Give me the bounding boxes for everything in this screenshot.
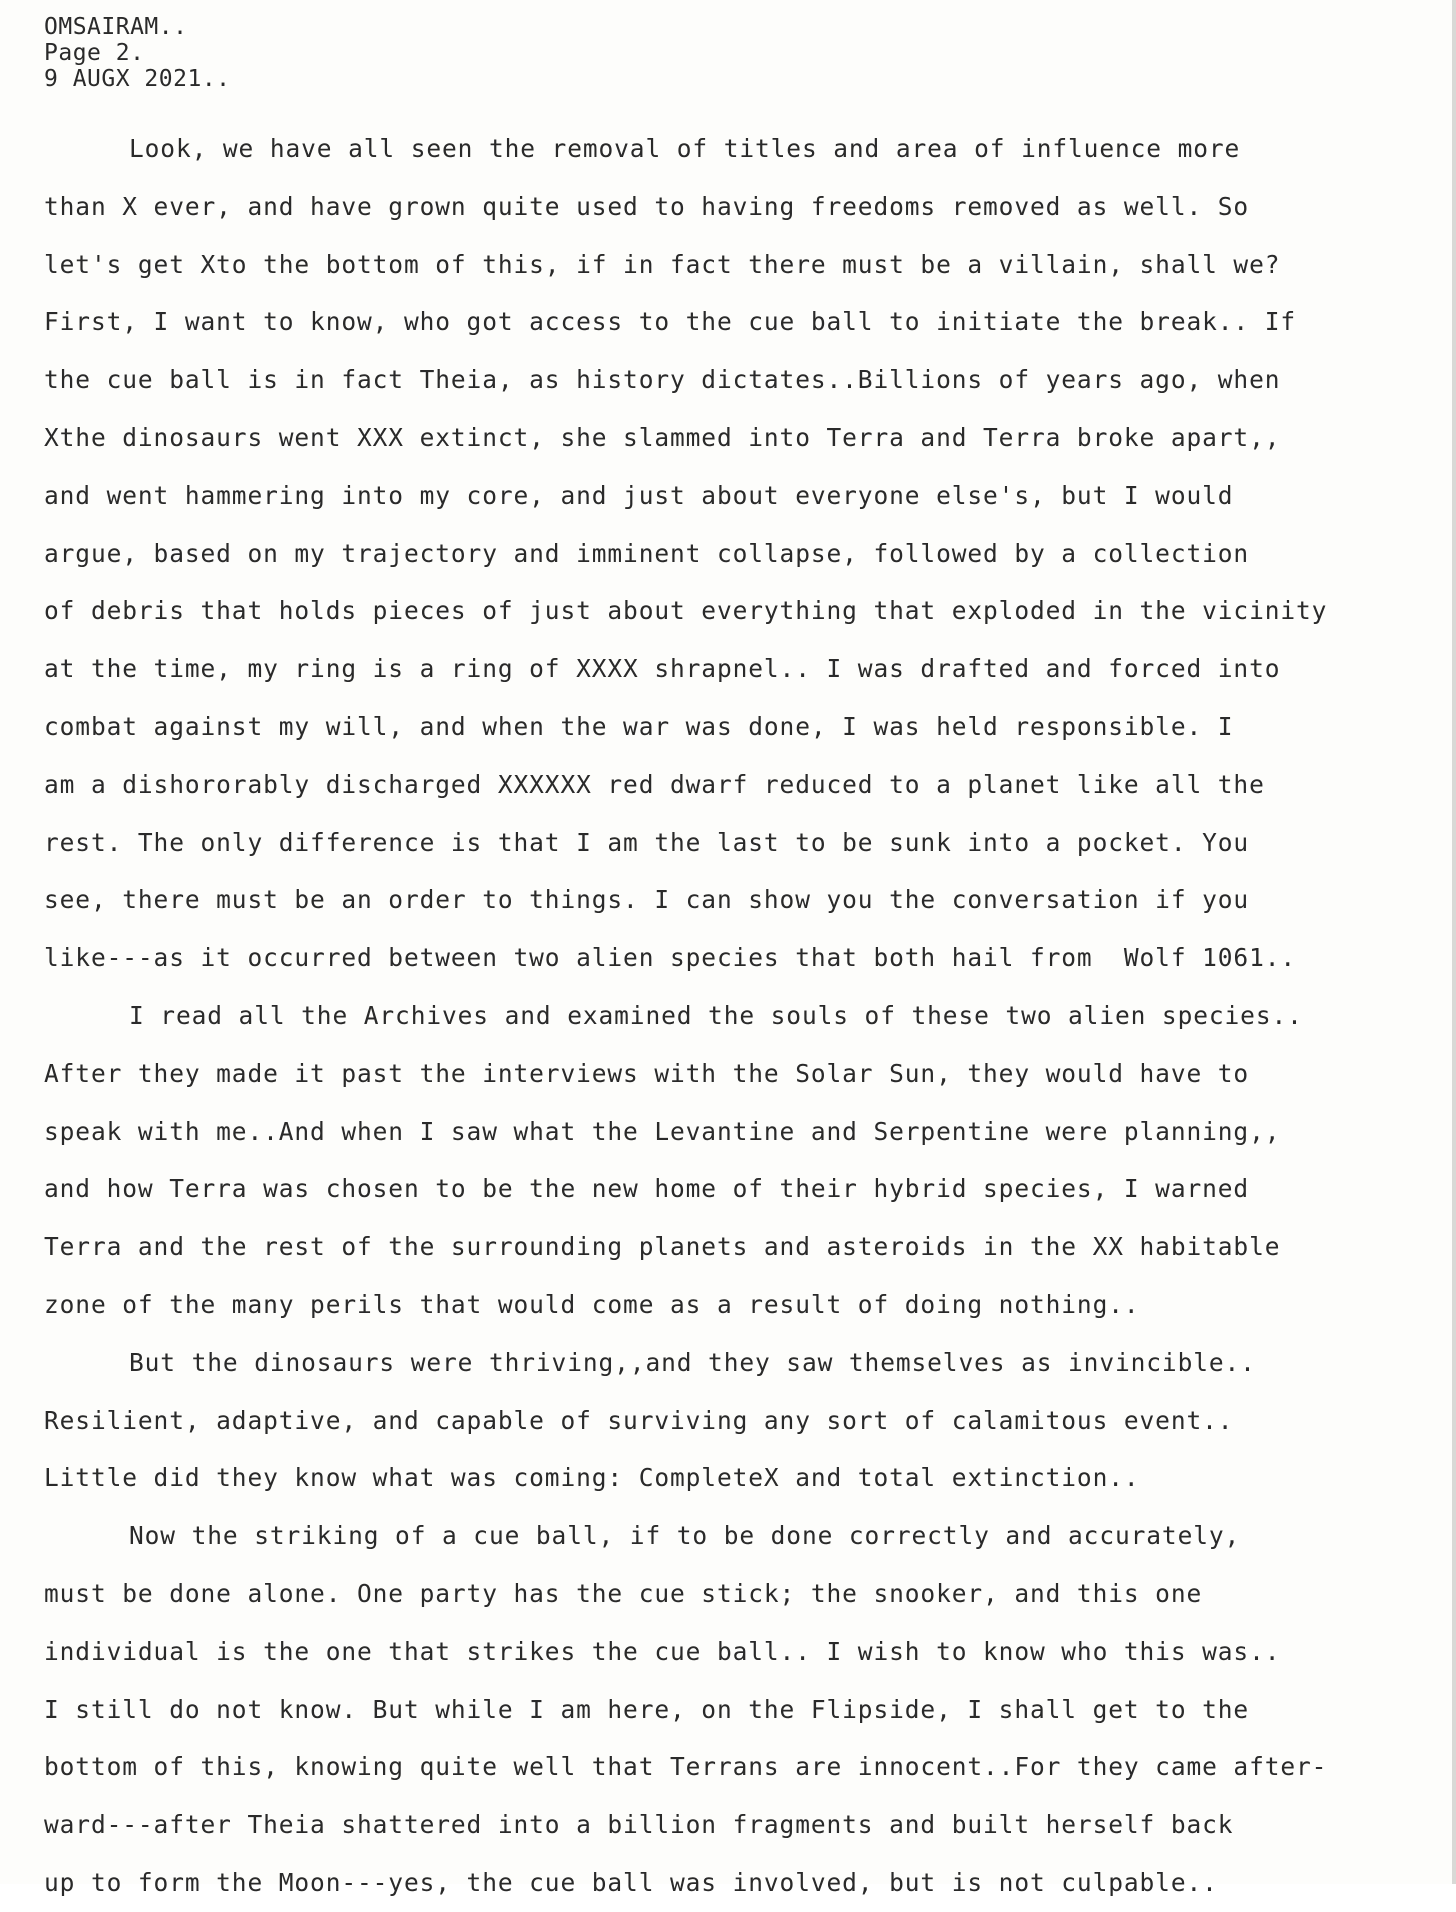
text-line: am a dishororably discharged XXXXXX red dwarf reduced to a planet like all the <box>44 769 1265 799</box>
text-line: I still do not know. But while I am here, on the Flipside, I shall get to the <box>44 1694 1250 1724</box>
text-line: First, I want to know, who got access to the cue ball to initiate the break.. If <box>44 307 1297 337</box>
text-line: Now the striking of a cue ball, if to be done correctly and accurately, <box>129 1521 1241 1551</box>
text-line: zone of the many perils that would come as a result of doing nothing.. <box>44 1289 1140 1319</box>
text-line: Terra and the rest of the surrounding planets and asteroids in the XX habitable <box>44 1232 1281 1262</box>
text-line: and went hammering into my core, and just about everyone else's, but I would <box>44 480 1234 510</box>
text-line: must be done alone. One party has the cue stick; the snooker, and this one <box>44 1578 1203 1608</box>
header-date: 9 AUGX 2021.. <box>44 66 231 92</box>
text-line: After they made it past the interviews with the Solar Sun, they would have to <box>44 1058 1250 1088</box>
text-line: let's get Xto the bottom of this, if in fact there must be a villain, shall we? <box>44 249 1281 279</box>
text-line: Resilient, adaptive, and capable of surviving any sort of calamitous event.. <box>44 1405 1234 1435</box>
text-line: I read all the Archives and examined the souls of these two alien species.. <box>129 1000 1303 1030</box>
letter-body <box>44 120 1444 1912</box>
text-line: like---as it occurred between two alien species that both hail from Wolf 1061.. <box>44 943 1297 973</box>
text-line: bottom of this, knowing quite well that Terrans are innocent..For they came after- <box>44 1752 1328 1782</box>
text-line: the cue ball is in fact Theia, as history dictates..Billions of years ago, when <box>44 365 1281 395</box>
header-page-number: Page 2. <box>44 40 145 66</box>
text-line: Look, we have all seen the removal of titles and area of influence more <box>129 134 1241 163</box>
header-invocation: OMSAIRAM.. <box>44 14 188 40</box>
text-line: rest. The only difference is that I am the last to be sunk into a pocket. You <box>44 827 1250 857</box>
text-line: ward---after Theia shattered into a billion fragments and built herself back <box>44 1810 1234 1840</box>
page-header <box>44 14 231 92</box>
text-line: combat against my will, and when the war was done, I was held responsible. I <box>44 711 1234 741</box>
text-line: Xthe dinosaurs went XXX extinct, she slammed into Terra and Terra broke apart,, <box>44 422 1281 452</box>
text-line: speak with me..And when I saw what the Levantine and Serpentine were planning,, <box>44 1116 1281 1146</box>
text-line: and how Terra was chosen to be the new home of their hybrid species, I warned <box>44 1174 1250 1204</box>
text-line: of debris that holds pieces of just about everything that exploded in the vicinity <box>44 596 1328 626</box>
text-line: up to form the Moon---yes, the cue ball was involved, but is not culpable.. <box>44 1867 1218 1897</box>
text-line: individual is the one that strikes the cue ball.. I wish to know who this was.. <box>44 1636 1281 1666</box>
text-line: at the time, my ring is a ring of XXXX shrapnel.. I was drafted and forced into <box>44 654 1281 684</box>
text-line: see, there must be an order to things. I can show you the conversation if you <box>44 885 1250 915</box>
text-line: But the dinosaurs were thriving,,and they saw themselves as invincible.. <box>129 1347 1256 1377</box>
text-line: argue, based on my trajectory and imminent collapse, followed by a collection <box>44 538 1250 568</box>
text-line: than X ever, and have grown quite used to having freedoms removed as well. So <box>44 191 1250 221</box>
text-line: Little did they know what was coming: CompleteX and total extinction.. <box>44 1463 1140 1493</box>
page-edge-shadow <box>1452 0 1456 1884</box>
